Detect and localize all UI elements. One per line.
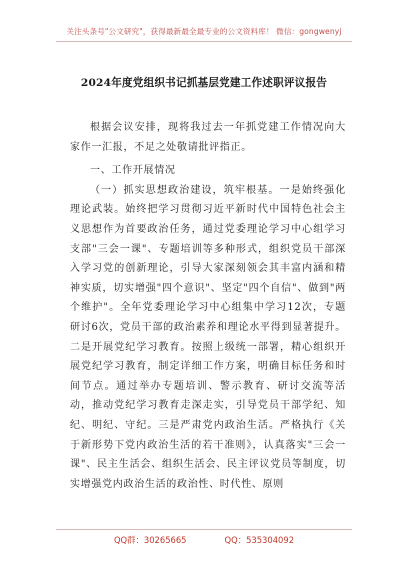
section-heading: 一、工作开展情况 [90, 165, 176, 177]
body-paragraph: （一）抓实思想政治建设，筑牢根基。一是始终强化理论武装。始终把学习贯彻习近平新时代中国特色社会主义思想作为首要政治任务，通过党委理论学习中心组学习支部"三会一课"、专题培训等多种形式，组织党员干部深入学习党的创新理论，引导大家深刻领会其丰富内涵和精神实质，切实增强"四个意识"、坚定"四个自信"、做到"两个维护"。全年党委理论学习中心组集中学习12次，专题研讨6次，党员干部的政治素养和理论水平得到显著提升。二是开展党纪学习教育。按照上级统一部署，精心组织开展党纪学习教育，制定详细工作方案，明确目标任务和时间节点。通过举办专题培训、警示教育、研讨交流等活动，推动党纪学习教育走深走实，引导党员干部学纪、知纪、明纪、守纪。三是严肃党内政治生活。严格执行《关于新形势下党内政治生活的若干准则》，认真落实"三会一课"、民主生活会、组织生活会、民主评议党员等制度，切实增强党内政治生活的政治性、时代性、原则 [70, 184, 346, 490]
footer-contact [0, 534, 408, 546]
footer-qq-group: QQ群：30265665 [113, 535, 187, 545]
footer-divider [56, 529, 352, 530]
intro-paragraph: 根据会议安排，现将我过去一年抓党建工作情况向大家作一汇报，不足之处敬请批评指正。 [70, 122, 346, 153]
document-body [70, 118, 346, 494]
header-divider [56, 41, 352, 42]
document-title: 2024年度党组织书记抓基层党建工作述职评议报告 [80, 77, 328, 89]
footer-qq-number: QQ：535304092 [224, 535, 295, 545]
header-promo-text: 关注头条号"公文研究"，获得最新最全最专业的公文资料库！ 微信：gongwenyj [66, 27, 342, 36]
